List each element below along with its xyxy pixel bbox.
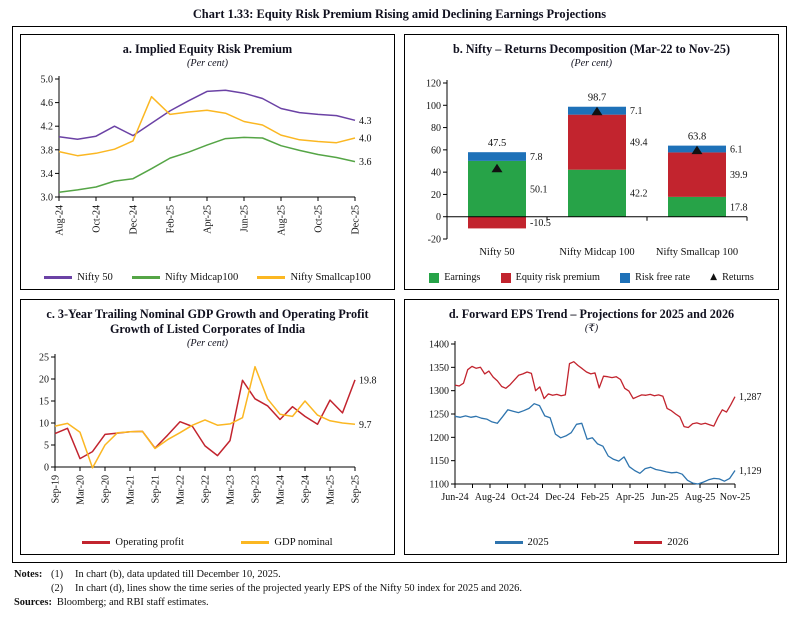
note-2-number: (2): [51, 582, 64, 594]
square-swatch-icon: [429, 273, 439, 283]
legend-item: [257, 272, 370, 283]
svg-text:Feb-25: Feb-25: [165, 204, 176, 234]
triangle-marker-icon: ▲: [710, 272, 718, 282]
panel-a-legend: [25, 272, 390, 283]
svg-text:40: 40: [430, 167, 441, 179]
svg-text:47.5: 47.5: [487, 138, 506, 150]
svg-text:25: 25: [38, 352, 49, 364]
svg-text:Aug-24: Aug-24: [54, 204, 65, 236]
line-swatch-icon: [44, 276, 72, 278]
figure-border: [12, 26, 787, 563]
square-swatch-icon: [620, 273, 630, 283]
svg-text:Sep-21: Sep-21: [150, 474, 161, 504]
svg-text:Apr-25: Apr-25: [615, 491, 644, 503]
svg-text:50.1: 50.1: [529, 184, 547, 196]
svg-text:98.7: 98.7: [587, 92, 606, 104]
panel-c: [20, 299, 395, 555]
sources-text: Bloomberg; and RBI staff estimates.: [56, 596, 209, 608]
svg-text:Aug-24: Aug-24: [474, 491, 505, 503]
panel-grid: [20, 34, 779, 555]
svg-text:6.1: 6.1: [729, 144, 742, 156]
line-swatch-icon: [634, 541, 662, 543]
legend-label: Risk free rate: [635, 272, 690, 283]
svg-text:80: 80: [430, 122, 441, 134]
legend-label: 2026: [667, 537, 689, 548]
panel-a-subtitle: (Per cent): [186, 57, 228, 69]
line-swatch-icon: [241, 541, 269, 543]
svg-text:1350: 1350: [428, 362, 449, 374]
svg-text:100: 100: [425, 100, 441, 112]
svg-text:Mar-22: Mar-22: [175, 474, 186, 505]
legend-item: [501, 272, 600, 283]
svg-text:3.0: 3.0: [40, 192, 53, 204]
legend-item: [495, 537, 549, 548]
svg-text:Sep-22: Sep-22: [200, 474, 211, 504]
panel-b-title: b. Nifty – Returns Decomposition (Mar-22 to Nov-25): [452, 42, 731, 56]
legend-label: GDP nominal: [274, 537, 333, 548]
svg-text:4.6: 4.6: [40, 97, 53, 109]
legend-item: [429, 272, 480, 283]
svg-text:Mar-21: Mar-21: [125, 474, 136, 505]
note-1-number: (1): [51, 569, 64, 580]
svg-text:19.8: 19.8: [358, 375, 376, 387]
svg-text:4.0: 4.0: [358, 133, 371, 145]
svg-text:1150: 1150: [428, 456, 449, 468]
svg-text:3.6: 3.6: [358, 156, 371, 168]
panel-b: [404, 34, 779, 290]
legend-item: [44, 272, 113, 283]
legend-item: [132, 272, 238, 283]
panel-d-subtitle: (₹): [584, 322, 599, 334]
svg-text:Sep-25: Sep-25: [350, 474, 361, 504]
svg-text:1250: 1250: [428, 409, 449, 421]
legend-item: [241, 537, 332, 548]
svg-text:Jun-24: Jun-24: [440, 491, 469, 503]
returns-decomposition-chart: [409, 71, 775, 273]
legend-item: [710, 272, 754, 283]
panel-a: [20, 34, 395, 290]
svg-text:1,287: 1,287: [738, 392, 761, 404]
panel-d-legend: [409, 537, 774, 548]
svg-text:Mar-23: Mar-23: [225, 474, 236, 505]
svg-text:Feb-25: Feb-25: [580, 491, 609, 503]
svg-text:Dec-24: Dec-24: [544, 491, 575, 503]
svg-text:5.0: 5.0: [40, 74, 53, 86]
svg-text:42.2: 42.2: [629, 188, 647, 200]
svg-text:4.2: 4.2: [40, 121, 53, 133]
gdp-operating-profit-chart: [25, 351, 391, 539]
svg-text:-10.5: -10.5: [529, 217, 551, 229]
svg-text:Sep-19: Sep-19: [50, 474, 61, 504]
svg-text:Jun-25: Jun-25: [239, 204, 250, 233]
sources-line: [14, 596, 522, 610]
svg-text:Nifty Smallcap 100: Nifty Smallcap 100: [655, 246, 738, 258]
svg-text:Sep-23: Sep-23: [250, 474, 261, 504]
svg-text:Aug-25: Aug-25: [276, 204, 287, 236]
note-line-2: [14, 582, 522, 596]
line-swatch-icon: [257, 276, 285, 278]
svg-text:Mar-25: Mar-25: [325, 474, 336, 505]
svg-text:4.3: 4.3: [358, 115, 371, 127]
panel-b-subtitle: (Per cent): [570, 57, 612, 69]
svg-text:1400: 1400: [428, 339, 449, 351]
svg-text:17.8: 17.8: [729, 202, 747, 214]
svg-text:5: 5: [43, 440, 49, 452]
panel-d: [404, 299, 779, 555]
panel-d-title: d. Forward EPS Trend – Projections for 2025 and 2026: [448, 307, 735, 321]
panel-b-legend: [409, 272, 774, 283]
svg-text:20: 20: [430, 189, 441, 201]
svg-text:Apr-25: Apr-25: [202, 204, 213, 234]
svg-text:1200: 1200: [428, 432, 449, 444]
line-swatch-icon: [132, 276, 160, 278]
legend-item: [634, 537, 688, 548]
implied-equity-risk-premium-chart: [25, 71, 391, 271]
svg-text:Nifty Midcap 100: Nifty Midcap 100: [558, 246, 635, 258]
svg-text:-20: -20: [427, 234, 441, 246]
legend-label: Equity risk premium: [515, 272, 600, 283]
svg-text:Mar-20: Mar-20: [75, 474, 86, 505]
svg-text:15: 15: [38, 396, 49, 408]
svg-text:0: 0: [43, 462, 49, 474]
svg-text:20: 20: [38, 374, 49, 386]
svg-text:49.4: 49.4: [629, 137, 647, 149]
svg-text:Nifty 50: Nifty 50: [478, 246, 515, 258]
svg-text:3.4: 3.4: [40, 168, 53, 180]
svg-text:Oct-24: Oct-24: [91, 204, 102, 233]
legend-label: Operating profit: [115, 537, 184, 548]
svg-text:Mar-24: Mar-24: [275, 474, 286, 505]
footnotes: [14, 568, 522, 610]
svg-text:0: 0: [435, 212, 441, 224]
svg-text:Sep-24: Sep-24: [300, 474, 311, 504]
svg-text:3.8: 3.8: [40, 145, 53, 157]
legend-label: Nifty 50: [77, 272, 113, 283]
note-2-text: In chart (d), lines show the time series of the projected yearly EPS of the Nifty 50 index for 2025 and 2026.: [75, 582, 522, 594]
svg-text:Jun-25: Jun-25: [650, 491, 679, 503]
svg-text:1,129: 1,129: [738, 465, 761, 477]
svg-text:1100: 1100: [428, 479, 449, 491]
legend-item: [620, 272, 690, 283]
note-line-1: [14, 568, 522, 582]
note-1-text: In chart (b), data updated till December 10, 2025.: [75, 569, 281, 580]
legend-label: Returns: [722, 272, 754, 283]
svg-text:7.1: 7.1: [629, 106, 642, 118]
legend-label: Nifty Midcap100: [164, 272, 239, 283]
svg-text:Dec-25: Dec-25: [350, 204, 361, 235]
svg-text:60: 60: [430, 145, 441, 157]
line-swatch-icon: [82, 541, 110, 543]
svg-text:Oct-24: Oct-24: [510, 491, 539, 503]
svg-text:Oct-25: Oct-25: [313, 204, 324, 233]
svg-text:Nov-25: Nov-25: [719, 491, 750, 503]
panel-c-legend: [25, 537, 390, 548]
legend-item: [82, 537, 184, 548]
legend-label: Earnings: [444, 272, 481, 283]
svg-text:120: 120: [425, 78, 441, 90]
svg-text:63.8: 63.8: [687, 131, 706, 143]
svg-text:1300: 1300: [428, 386, 449, 398]
panel-a-title: a. Implied Equity Risk Premium: [122, 42, 293, 56]
svg-text:9.7: 9.7: [358, 419, 371, 431]
square-swatch-icon: [501, 273, 511, 283]
notes-label: Notes:: [14, 569, 43, 580]
svg-text:Dec-24: Dec-24: [128, 204, 139, 235]
legend-label: 2025: [527, 537, 549, 548]
panel-c-subtitle: (Per cent): [186, 337, 228, 349]
svg-text:10: 10: [38, 418, 49, 430]
legend-label: Nifty Smallcap100: [290, 272, 371, 283]
forward-eps-trend-chart: [409, 336, 775, 532]
svg-text:7.8: 7.8: [529, 151, 542, 163]
svg-text:Sep-20: Sep-20: [100, 474, 111, 504]
svg-text:39.9: 39.9: [729, 170, 747, 182]
svg-text:Aug-25: Aug-25: [684, 491, 715, 503]
sources-label: Sources:: [14, 596, 52, 608]
panel-c-title: c. 3-Year Trailing Nominal GDP Growth and Operating Profit Growth of Listed Corporates of India: [46, 307, 369, 336]
line-swatch-icon: [495, 541, 523, 543]
page-title: Chart 1.33: Equity Risk Premium Rising amid Declining Earnings Projections: [192, 7, 607, 21]
